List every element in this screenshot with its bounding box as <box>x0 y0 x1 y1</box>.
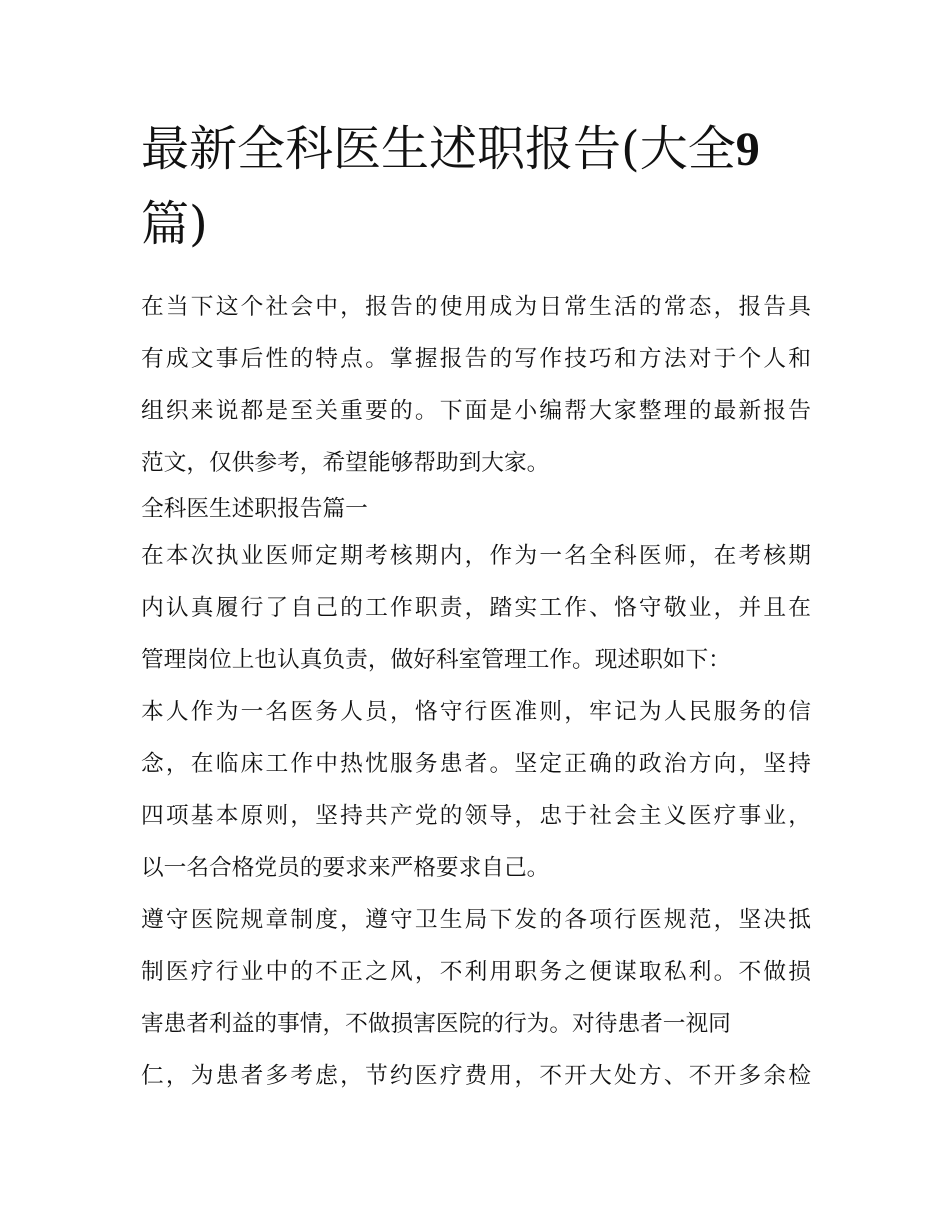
intro-line: 有成文事后性的特点。掌握报告的写作技巧和方法对于个人和 <box>141 346 811 372</box>
paragraph-line: 四项基本原则，坚持共产党的领导，忠于社会主义医疗事业， <box>141 803 811 829</box>
intro-line: 范文，仅供参考，希望能够帮助到大家。 <box>141 450 550 476</box>
paragraph-line: 害患者利益的事情，不做损害医院的行为。对待患者一视同 <box>141 1011 731 1037</box>
title-line2: 篇) <box>141 196 208 252</box>
paragraph-3 <box>141 894 811 1102</box>
intro-line: 组织来说都是至关重要的。下面是小编帮大家整理的最新报告 <box>141 398 811 424</box>
paragraph-2 <box>141 686 811 894</box>
section-heading <box>141 489 811 530</box>
title-main: 最新全科医生述职报告(大全 <box>141 121 736 177</box>
section-heading-text: 全科医生述职报告篇一 <box>141 496 368 522</box>
paragraph-line: 管理岗位上也认真负责，做好科室管理工作。现述职如下： <box>141 647 731 673</box>
paragraph-line: 制医疗行业中的不正之风，不利用职务之便谋取私利。不做损 <box>141 959 811 985</box>
paragraph-line: 遵守医院规章制度，遵守卫生局下发的各项行医规范，坚决抵 <box>141 907 811 933</box>
paragraph-line: 本人作为一名医务人员，恪守行医准则，牢记为人民服务的信 <box>141 699 811 725</box>
paragraph-line: 在本次执业医师定期考核期内，作为一名全科医师，在考核期 <box>141 543 811 569</box>
document-body <box>141 112 811 1102</box>
intro-line: 在当下这个社会中，报告的使用成为日常生活的常态，报告具 <box>141 294 811 320</box>
paragraph-1 <box>141 530 811 686</box>
intro-paragraph <box>141 281 811 489</box>
title-number: 9 <box>735 123 760 176</box>
paragraph-line: 内认真履行了自己的工作职责，踏实工作、恪守敬业，并且在 <box>141 595 811 621</box>
paragraph-line: 念，在临床工作中热忱服务患者。坚定正确的政治方向，坚持 <box>141 751 811 777</box>
paragraph-line: 仁，为患者多考虑，节约医疗费用，不开大处方、不开多余检 <box>141 1063 811 1089</box>
document-title <box>141 112 811 262</box>
paragraph-line: 以一名合格党员的要求来严格要求自己。 <box>141 855 550 881</box>
